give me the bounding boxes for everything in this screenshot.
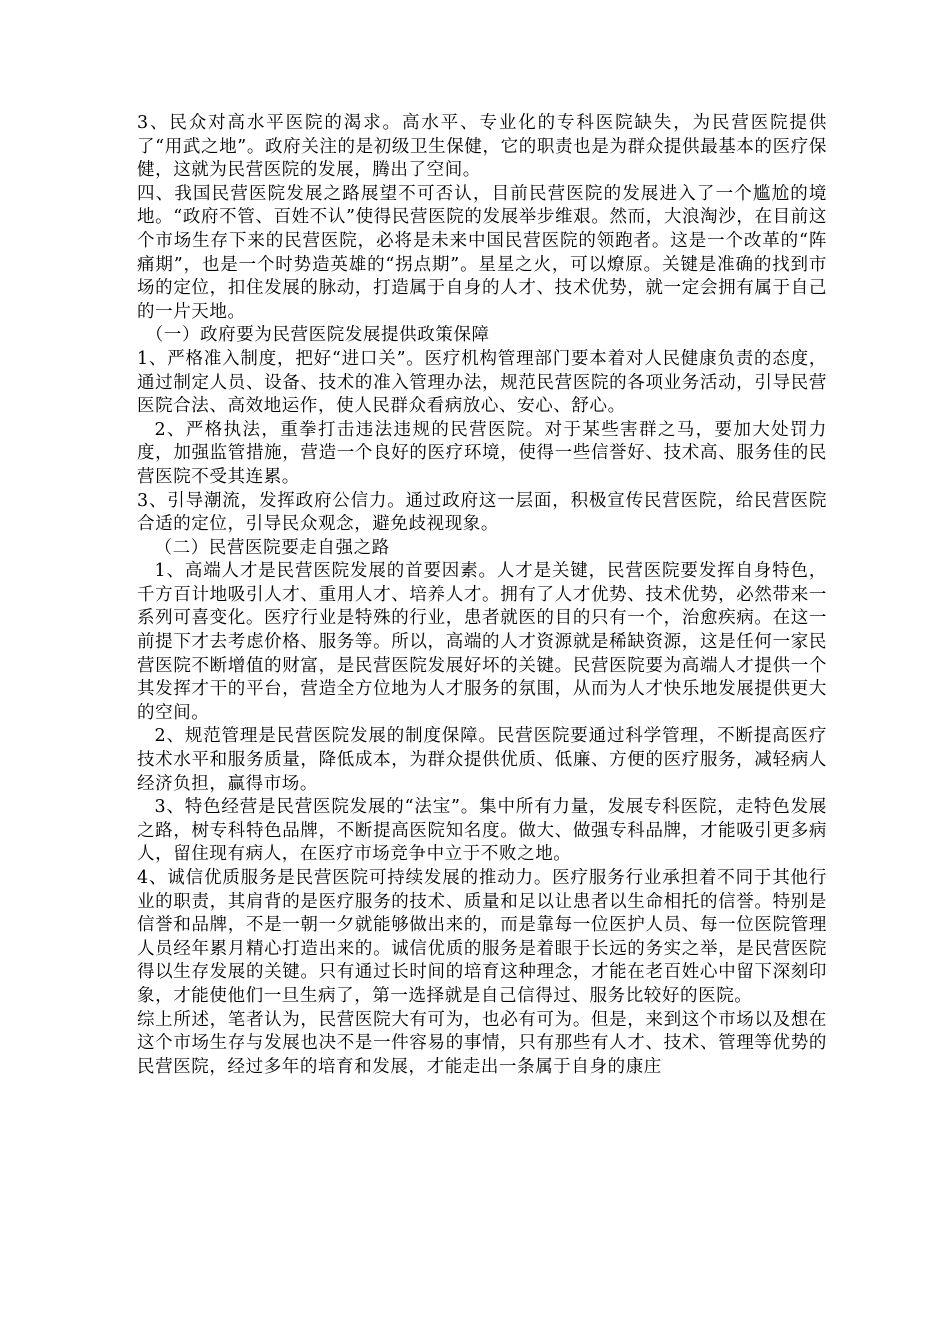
paragraph-talent: 1、高端人才是民营医院发展的首要因素。人才是关键，民营医院要发挥自身特色，千方百计地吸引人才、重用人才、培养人才。拥有了人才优势、技术优势，必然带来一系列可喜变化。医疗行业是特殊的行业，患者就医的目的只有一个，治愈疾病。在这一前提下才去考虑价格、服务等。所以，高端的人才资源就是稀缺资源，这是任何一家民营医院不断增值的财富，是民营医院发展好坏的关键。民营医院要为高端人才提供一个其发挥才干的平台，营造全方位地为人才服务的氛围，从而为人才快乐地发展提供更大的空间。 xyxy=(137,561,827,723)
paragraph-specialty: 3、特色经营是民营医院发展的“法宝”。集中所有力量，发展专科医院，走特色发展之路，树专科特色品牌，不断提高医院知名度。做大、做强专科品牌，才能吸引更多病人，留住现有病人，在医疗市场竞争中立于不败之地。 xyxy=(137,797,827,865)
paragraph-outlook: 四、我国民营医院发展之路展望不可否认，目前民营医院的发展进入了一个尴尬的境地。“政府不管、百姓不认”使得民营医院的发展举步维艰。然而，大浪淘沙，在目前这个市场生存下来的民营医院，必将是未来中国民营医院的领跑者。这是一个改革的“阵痛期”，也是一个时势造英雄的“拐点期”。星星之火，可以燎原。关键是准确的找到市场的定位，扣住发展的脉动，打造属于自身的人才、技术优势，就一定会拥有属于自己的一片天地。 xyxy=(137,183,827,322)
paragraph-conclusion: 综上所述，笔者认为，民营医院大有可为，也必有可为。但是，来到这个市场以及想在这个市场生存与发展也决不是一件容易的事情，只有那些有人才、技术、管理等优势的民营医院，经过多年的培育和发展，才能走出一条属于自身的康庄 xyxy=(137,1009,827,1077)
paragraph-integrity: 4、诚信优质服务是民营医院可持续发展的推动力。医疗服务行业承担着不同于其他行业的职责，其肩背的是医疗服务的技术、质量和足以让患者以生命相托的信誉。特别是信誉和品牌，不是一朝一夕就能够做出来的，而是靠每一位医护人员、每一位医院管理人员经年累月精心打造出来的。诚信优质的服务是着眼于长远的务实之举，是民营医院得以生存发展的关键。只有通过长时间的培育这种理念，才能在老百姓心中留下深刻印象，才能使他们一旦生病了，第一选择就是自己信得过、服务比较好的医院。 xyxy=(137,868,827,1006)
paragraph-public-trust: 3、引导潮流，发挥政府公信力。通过政府这一层面，积极宣传民营医院，给民营医院合适的定位，引导民众观念，避免歧视现象。 xyxy=(137,490,827,535)
paragraph-public-demand: 3、民众对高水平医院的渴求。高水平、专业化的专科医院缺失，为民营医院提供了“用武之地”。政府关注的是初级卫生保健，它的职责也是为群众提供最基本的医疗保健，这就为民营医院的发展，腾出了空间。 xyxy=(137,113,827,181)
paragraph-management: 2、规范管理是民营医院发展的制度保障。民营医院要通过科学管理，不断提高医疗技术水平和服务质量，降低成本，为群众提供优质、低廉、方便的医疗服务，减轻病人经济负担，赢得市场。 xyxy=(137,726,827,794)
section-heading-self-reliance: （二）民营医院要走自强之路 xyxy=(154,537,390,558)
paragraph-law-enforcement: 2、严格执法，重拳打击违法违规的民营医院。对于某些害群之马，要加大处罚力度，加强监管措施，营造一个良好的医疗环境，使得一些信誉好、技术高、服务佳的民营医院不受其连累。 xyxy=(137,419,827,487)
document-body xyxy=(137,112,827,1079)
section-heading-government: （一）政府要为民营医院发展提供政策保障 xyxy=(145,325,490,346)
paragraph-access-system: 1、严格准入制度，把好“进口关”。医疗机构管理部门要本着对人民健康负责的态度，通过制定人员、设备、技术的准入管理办法，规范民营医院的各项业务活动，引导民营医院合法、高效地运作，使人民群众看病放心、安心、舒心。 xyxy=(137,348,827,417)
